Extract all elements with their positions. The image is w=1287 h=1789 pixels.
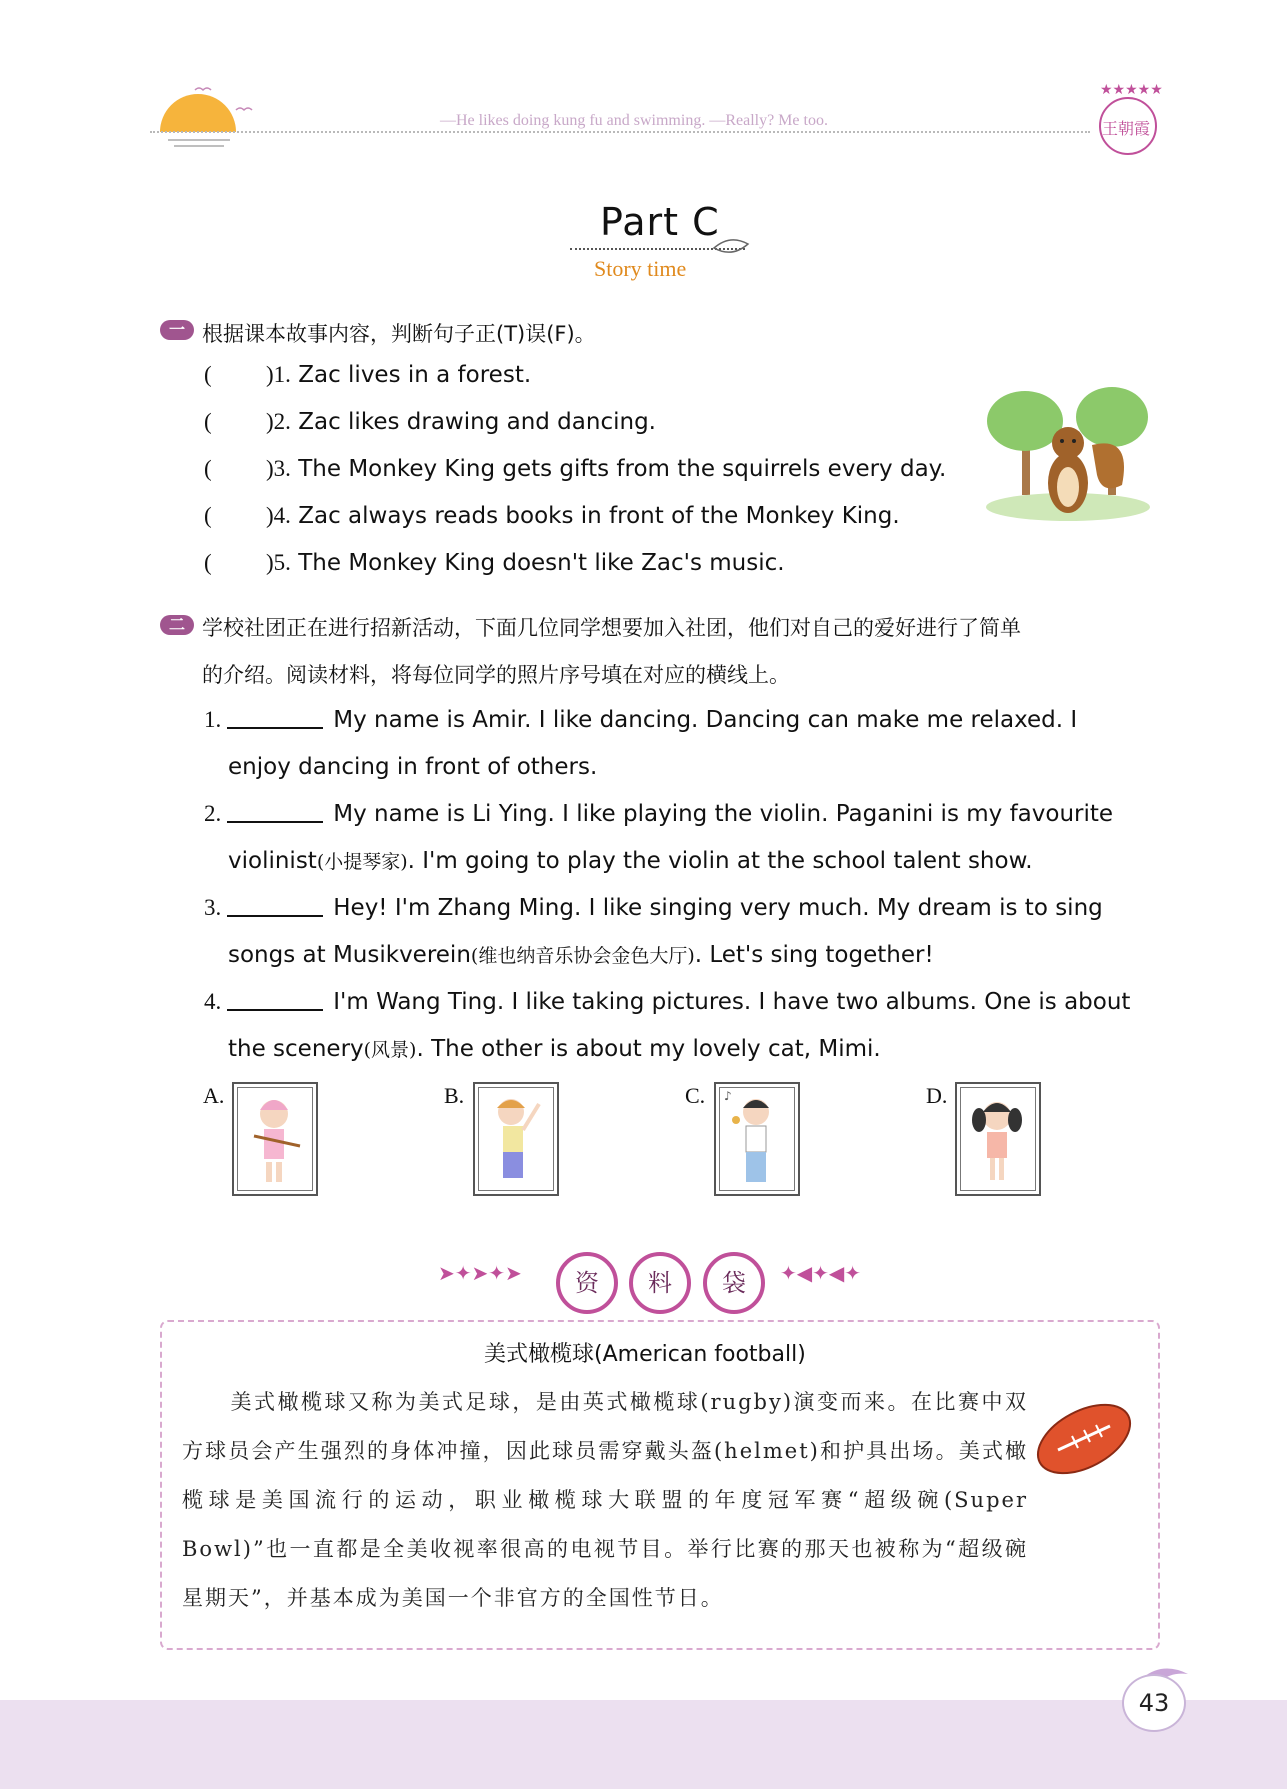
svg-text:★★★★★: ★★★★★ (1100, 82, 1163, 98)
decorative-arrows-left-icon (438, 1258, 538, 1288)
svg-text:✦◀✦◀✦: ✦◀✦◀✦ (780, 1261, 862, 1285)
tf-item: ( )3. The Monkey King gets gifts from the squirrels every day. (204, 456, 947, 482)
photo-option-b (473, 1082, 559, 1196)
info-title: 美式橄榄球(American football) (484, 1342, 806, 1367)
option-label-c: C. (685, 1083, 706, 1108)
photo-option-d (955, 1082, 1041, 1196)
section-badge-1: 一 (160, 320, 194, 340)
option-label-d: D. (926, 1083, 948, 1108)
answer-blank-3[interactable] (227, 915, 323, 917)
page-subtitle: Story time (594, 256, 687, 281)
section2-instruction-line1: 学校社团正在进行招新活动，下面几位同学想要加入社团，他们对自己的爱好进行了简单 (202, 616, 1021, 640)
tf-item: ( )1. Zac lives in a forest. (204, 362, 532, 388)
header-rule (150, 131, 1090, 133)
answer-blank-4[interactable] (227, 1009, 323, 1011)
section2-instruction-line2: 的介绍。阅读材料，将每位同学的照片序号填在对应的横线上。 (202, 663, 790, 687)
bag-char-3: 袋 (703, 1252, 765, 1314)
header-quote: —He likes doing kung fu and swimming. —Really? Me too. (440, 112, 828, 129)
publisher-logo: ★★★★★ 王朝霞 (1088, 80, 1168, 162)
intro-paragraph-2: 2. My name is Li Ying. I like playing the violin. Paganini is my favourite violinist(小提琴家). I'm going to play the violin at the school talent show. (204, 801, 1114, 874)
photo-option-a (232, 1082, 318, 1196)
answer-blank-2[interactable] (227, 821, 323, 823)
photo-option-c (714, 1082, 800, 1196)
footer-band (0, 1700, 1287, 1789)
bag-char-1: 资 (556, 1252, 618, 1314)
tf-item: ( )5. The Monkey King doesn't like Zac's music. (204, 550, 785, 576)
intro-paragraph-4: 4. I'm Wang Ting. I like taking pictures. I have two albums. One is about the scenery(风景). The other is about my lovely cat, Mimi. (204, 989, 1131, 1062)
answer-blank-1[interactable] (227, 727, 323, 729)
svg-text:♪: ♪ (724, 1089, 732, 1103)
decorative-arrows-right-icon (780, 1258, 880, 1288)
svg-text:➤✦➤✦➤: ➤✦➤✦➤ (438, 1261, 522, 1285)
info-text: 美式橄榄球又称为美式足球，是由英式橄榄球(rugby)演变而来。在比赛中双方球员会产生强烈的身体冲撞，因此球员需穿戴头盔(helmet)和护具出场。美式橄榄球是美国流行的运动，职业橄榄球大联盟的年度冠军赛“超级碗(Super Bowl)”也一直都是全美收视率很高的电视节目。举行比赛的那天也被称为“超级碗星期天”，并基本成为美国一个非官方的全国性节日。 (182, 1390, 1028, 1610)
leaf-icon (712, 236, 752, 258)
page-title: Part C (600, 200, 720, 244)
tf-item: ( )2. Zac likes drawing and dancing. (204, 409, 656, 435)
page-number: 43 (1122, 1674, 1186, 1732)
tf-item: ( )4. Zac always reads books in front of the Monkey King. (204, 503, 900, 529)
intro-paragraph-1: 1. My name is Amir. I like dancing. Dancing can make me relaxed. I enjoy dancing in front of others. (204, 707, 1078, 780)
squirrel-illustration (980, 385, 1155, 535)
section1-instruction: 根据课本故事内容，判断句子正(T)误(F)。 (202, 322, 596, 346)
football-icon (1028, 1398, 1140, 1480)
intro-paragraph-3: 3. Hey! I'm Zhang Ming. I like singing very much. My dream is to sing songs at Musikverein(维也纳音乐协会金色大厅). Let's sing together! (204, 895, 1103, 968)
bag-char-2: 料 (629, 1252, 691, 1314)
option-label-a: A. (203, 1083, 225, 1108)
sunset-icon (150, 80, 260, 160)
option-label-b: B. (444, 1083, 465, 1108)
section-badge-2: 二 (160, 615, 194, 635)
